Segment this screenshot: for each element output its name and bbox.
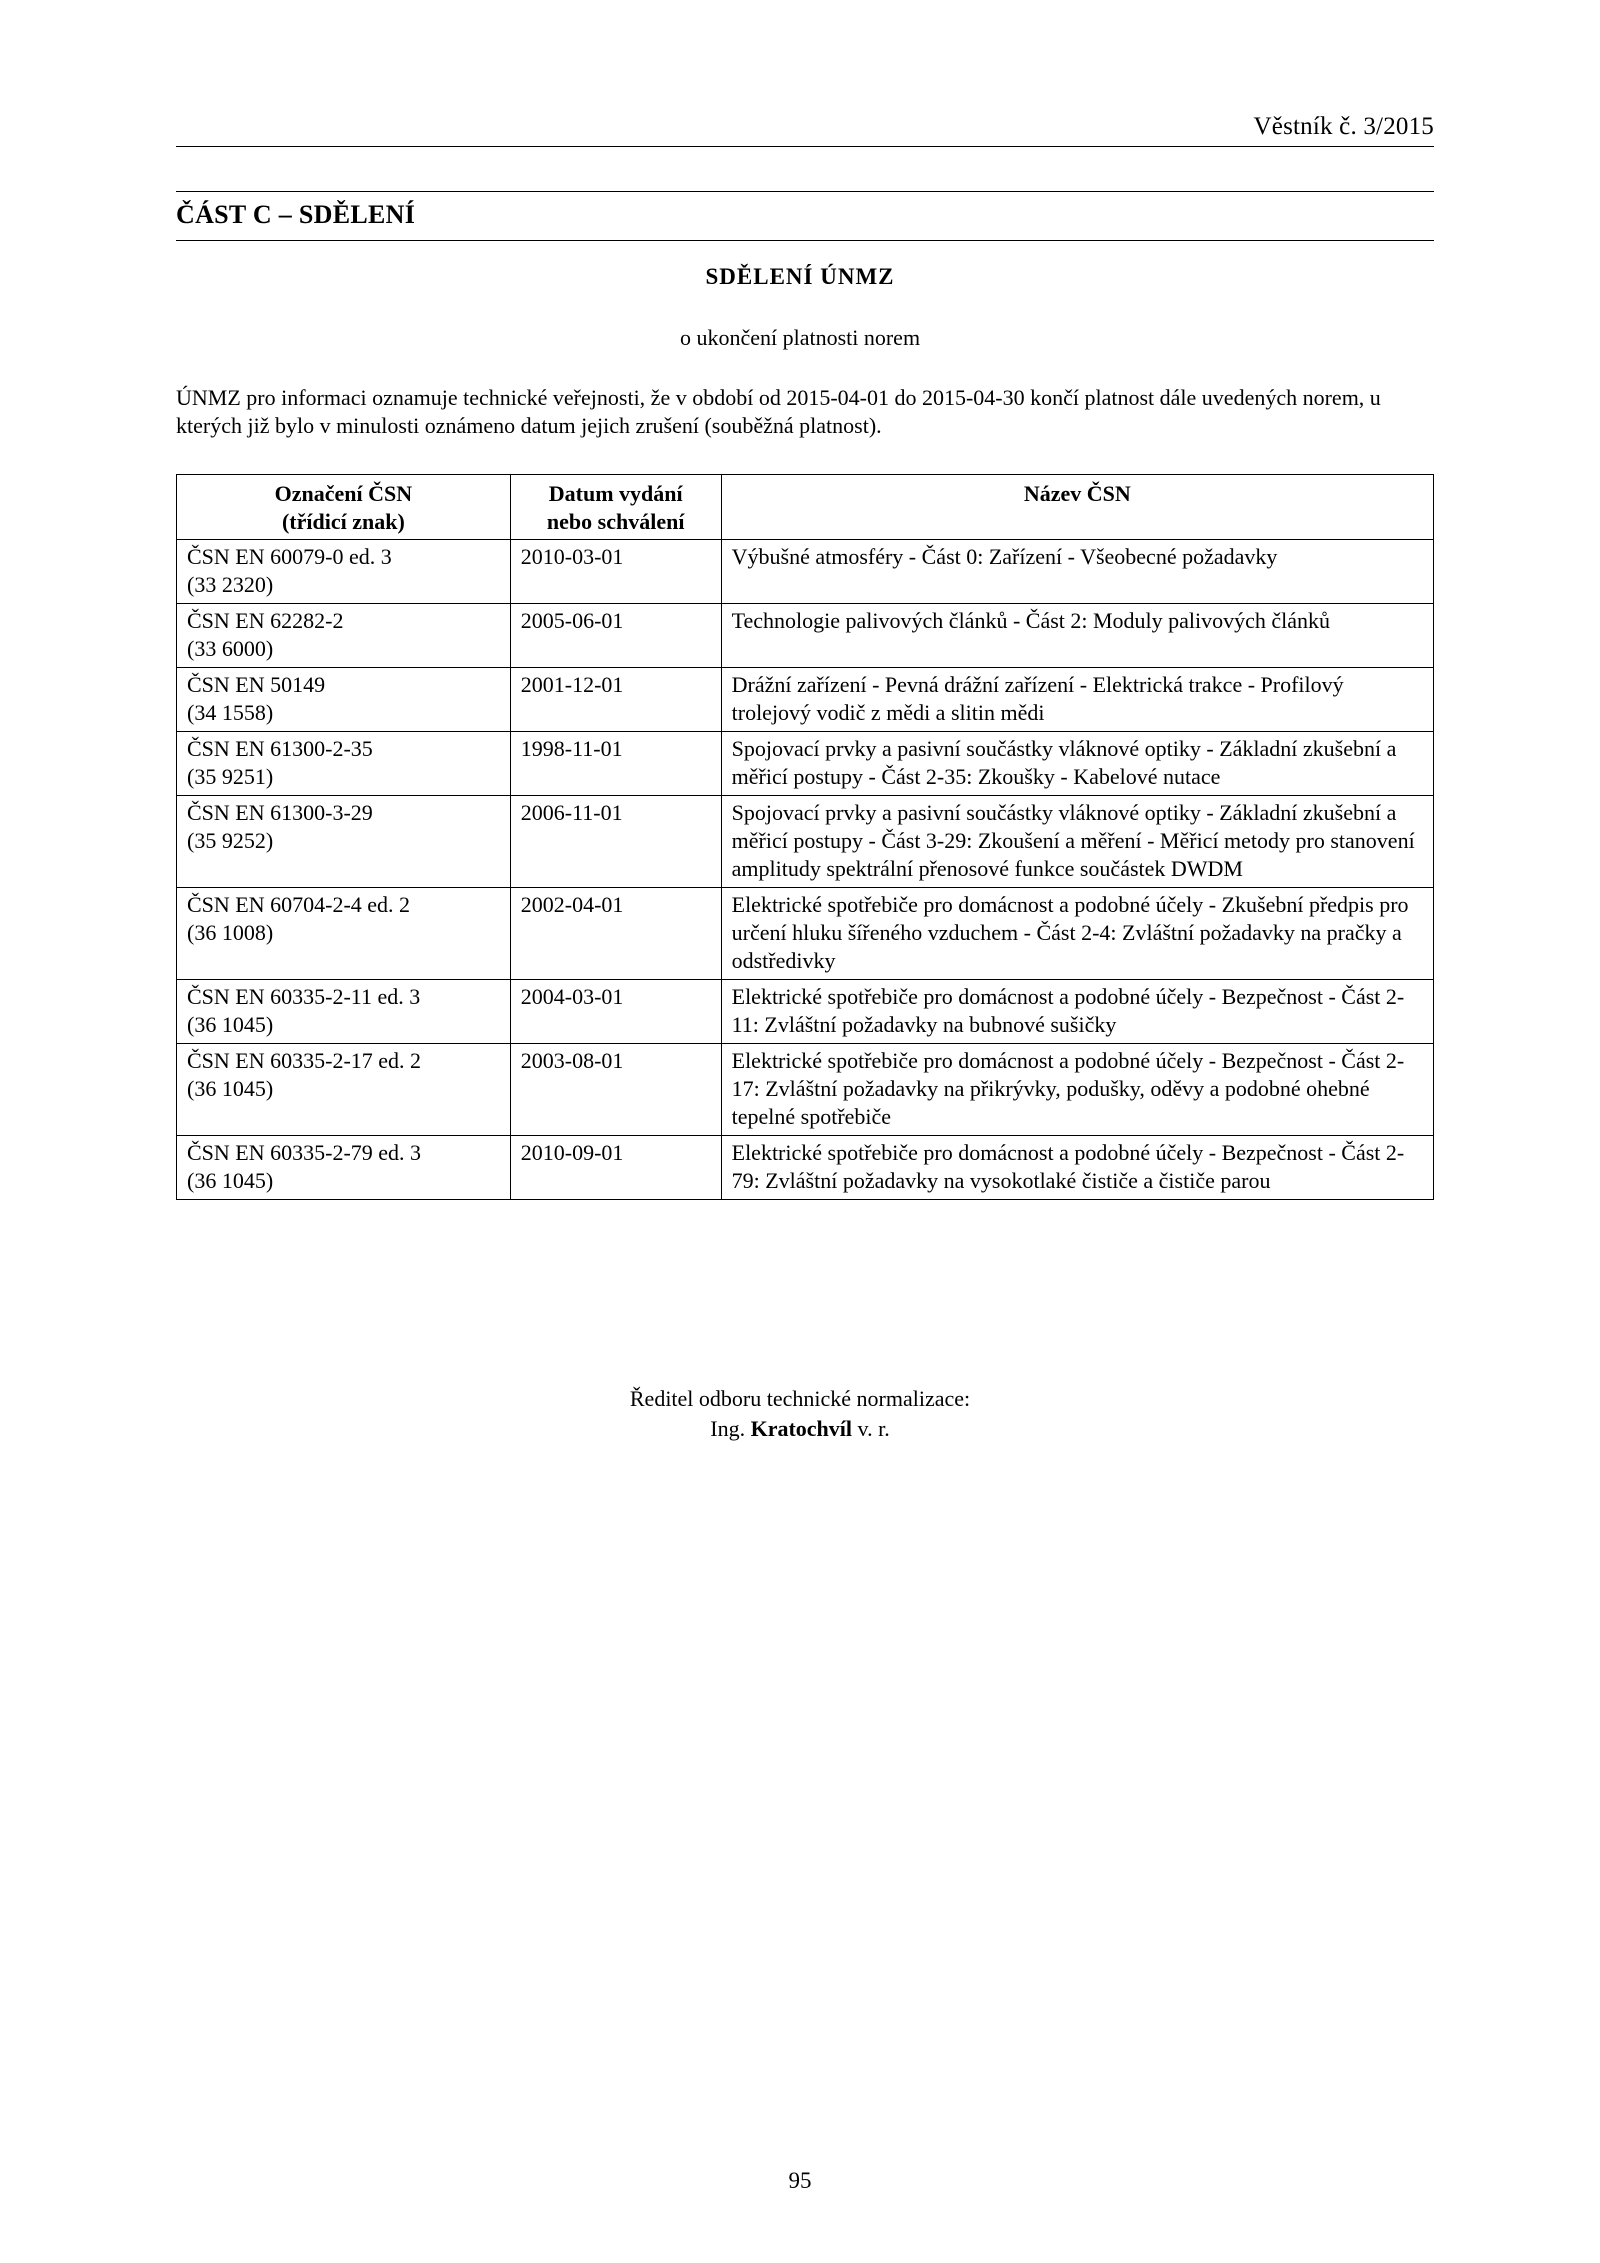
cell-code — [177, 540, 511, 604]
cell-name: Spojovací prvky a pasivní součástky vláknové optiky - Základní zkušební a měřicí postupy - Část 3-29: Zkoušení a měření - Měřicí metody pro stanovení amplitudy spektrální přenosové funkce součástek DWDM — [721, 796, 1433, 888]
norm-class: (36 1045) — [187, 1012, 274, 1037]
table-row — [177, 980, 1434, 1044]
notice-subtitle: o ukončení platnosti norem — [679, 325, 921, 350]
norms-table — [176, 474, 1434, 1200]
cell-name: Elektrické spotřebiče pro domácnost a podobné účely - Bezpečnost - Část 2-79: Zvláštní požadavky na vysokotlaké čističe a čističe parou — [721, 1136, 1433, 1200]
cell-name: Elektrické spotřebiče pro domácnost a podobné účely - Bezpečnost - Část 2-17: Zvláštní požadavky na přikrývky, podušky, oděvy a podobné ohebné tepelné spotřebiče — [721, 1044, 1433, 1136]
norm-code: ČSN EN 60704-2-4 ed. 2 — [187, 892, 411, 917]
journal-header: Věstník č. 3/2015 — [1253, 113, 1434, 140]
norm-class: (35 9251) — [187, 764, 274, 789]
cell-code — [177, 796, 511, 888]
norm-code: ČSN EN 60335-2-17 ed. 2 — [187, 1048, 422, 1073]
header-code-line2: (třídicí znak) — [281, 509, 405, 534]
cell-date: 2010-03-01 — [510, 540, 721, 604]
cell-name: Elektrické spotřebiče pro domácnost a podobné účely - Zkušební předpis pro určení hluku šířeného vzduchem - Část 2-4: Zvláštní požadavky na pračky a odstředivky — [721, 888, 1433, 980]
norm-class: (33 2320) — [187, 572, 274, 597]
norm-class: (36 1008) — [187, 920, 274, 945]
norm-class: (33 6000) — [187, 636, 274, 661]
table-row — [177, 796, 1434, 888]
norm-code: ČSN EN 50149 — [187, 672, 326, 697]
cell-code — [177, 1136, 511, 1200]
section-rule-top — [176, 191, 1434, 192]
table-row — [177, 668, 1434, 732]
cell-name: Technologie palivových článků - Část 2: Moduly palivových článků — [721, 604, 1433, 668]
cell-code — [177, 732, 511, 796]
signature-role: Ředitel odboru technické normalizace: — [629, 1386, 971, 1411]
norm-class: (35 9252) — [187, 828, 274, 853]
norm-class: (36 1045) — [187, 1076, 274, 1101]
cell-code — [177, 604, 511, 668]
norm-class: (34 1558) — [187, 700, 274, 725]
cell-name: Drážní zařízení - Pevná drážní zařízení - Elektrická trakce - Profilový trolejový vodič z mědi a slitin mědi — [721, 668, 1433, 732]
norm-code: ČSN EN 62282-2 — [187, 608, 344, 633]
cell-date: 2010-09-01 — [510, 1136, 721, 1200]
norm-class: (36 1045) — [187, 1168, 274, 1193]
table-header-row — [177, 475, 1434, 540]
cell-code — [177, 980, 511, 1044]
table-row — [177, 1136, 1434, 1200]
cell-date: 2003-08-01 — [510, 1044, 721, 1136]
table-row — [177, 540, 1434, 604]
cell-date: 2005-06-01 — [510, 604, 721, 668]
cell-name: Výbušné atmosféry - Část 0: Zařízení - Všeobecné požadavky — [721, 540, 1433, 604]
cell-date: 2001-12-01 — [510, 668, 721, 732]
table-row — [177, 1044, 1434, 1136]
table-row — [177, 732, 1434, 796]
signature-name: Kratochvíl — [750, 1416, 853, 1441]
page-number: 95 — [788, 2168, 812, 2193]
header-date-line2: nebo schválení — [546, 509, 685, 534]
cell-name: Elektrické spotřebiče pro domácnost a podobné účely - Bezpečnost - Část 2-11: Zvláštní požadavky na bubnové sušičky — [721, 980, 1433, 1044]
header-date-line1: Datum vydání — [548, 481, 683, 506]
cell-date: 2006-11-01 — [510, 796, 721, 888]
cell-date: 2002-04-01 — [510, 888, 721, 980]
norm-code: ČSN EN 60335-2-79 ed. 3 — [187, 1140, 422, 1165]
section-rule-bottom — [176, 240, 1434, 241]
table-row — [177, 604, 1434, 668]
notice-title: SDĚLENÍ ÚNMZ — [705, 264, 895, 289]
table-row — [177, 888, 1434, 980]
norm-code: ČSN EN 60079-0 ed. 3 — [187, 544, 392, 569]
cell-date: 1998-11-01 — [510, 732, 721, 796]
cell-date: 2004-03-01 — [510, 980, 721, 1044]
section-title: ČÁST C – SDĚLENÍ — [176, 200, 416, 229]
norm-code: ČSN EN 61300-3-29 — [187, 800, 373, 825]
signature-prefix: Ing. — [710, 1416, 746, 1441]
norm-code: ČSN EN 61300-2-35 — [187, 736, 373, 761]
norm-code: ČSN EN 60335-2-11 ed. 3 — [187, 984, 421, 1009]
signature-block — [0, 1384, 1600, 1444]
cell-name: Spojovací prvky a pasivní součástky vláknové optiky - Základní zkušební a měřicí postupy - Část 2-35: Zkoušky - Kabelové nutace — [721, 732, 1433, 796]
signature-name-line — [0, 1414, 1600, 1444]
intro-paragraph: ÚNMZ pro informaci oznamuje technické veřejnosti, že v období od 2015-04-01 do 2015-04-30 končí platnost dále uvedených norem, u kterých již bylo v minulosti oznámeno datum jejich zrušení (souběžná platnost). — [176, 385, 1381, 438]
signature-suffix: v. r. — [857, 1416, 890, 1441]
cell-code — [177, 1044, 511, 1136]
header-code — [177, 475, 511, 540]
header-rule — [176, 146, 1434, 147]
header-date — [510, 475, 721, 540]
cell-code — [177, 668, 511, 732]
header-name: Název ČSN — [721, 475, 1433, 540]
header-code-line1: Označení ČSN — [274, 481, 413, 506]
cell-code — [177, 888, 511, 980]
